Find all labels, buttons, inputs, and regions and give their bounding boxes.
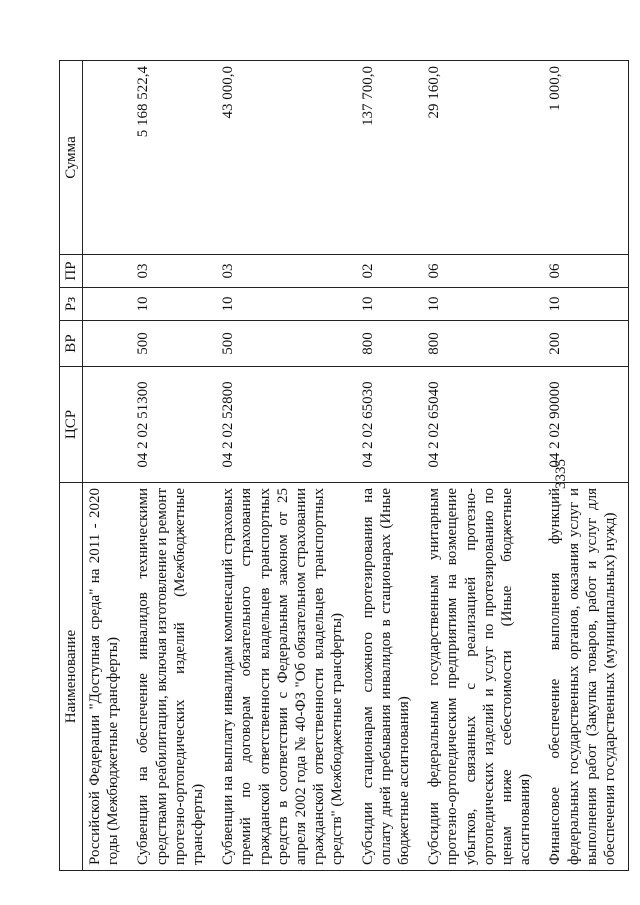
row-pr: 03 xyxy=(216,255,355,288)
table-row xyxy=(131,61,216,871)
header-csr: ЦСР xyxy=(60,367,83,483)
row-sum xyxy=(83,61,132,255)
row-vr: 500 xyxy=(216,321,355,367)
row-name: Субвенции на выплату инвалидам компенсаций страховых премий по договорам обязательного страхования гражданской ответственности владельцев транспортных средств в соответствии с Федеральным законом от 25 апреля 2002 года № 40-ФЗ "Об обязательном страховании гражданской ответственности владельцев транспортных средств" (Межбюджетные трансферты) xyxy=(216,483,355,871)
row-name: Субсидии стационарам сложного протезирования на оплату дней пребывания инвалидов в стационарах (Иные бюджетные ассигнования) xyxy=(356,483,423,871)
header-name: Наименование xyxy=(60,483,83,871)
row-csr: 04 2 02 65040 xyxy=(422,367,543,483)
row-sum: 43 000,0 xyxy=(216,61,355,255)
table-row xyxy=(422,61,543,871)
table-row xyxy=(83,61,132,871)
header-vr: ВР xyxy=(60,321,83,367)
row-pr xyxy=(83,255,132,288)
row-csr: 04 2 02 52800 xyxy=(216,367,355,483)
row-pr: 06 xyxy=(422,255,543,288)
row-csr: 04 2 02 51300 xyxy=(131,367,216,483)
row-rz xyxy=(83,288,132,321)
header-rz: Рз xyxy=(60,288,83,321)
row-rz: 10 xyxy=(543,288,628,321)
row-vr: 200 xyxy=(543,321,628,367)
row-sum: 5 168 522,4 xyxy=(131,61,216,255)
row-csr: 04 2 02 65030 xyxy=(356,367,423,483)
row-sum: 1 000,0 xyxy=(543,61,628,255)
row-sum: 29 160,0 xyxy=(422,61,543,255)
row-pr: 02 xyxy=(356,255,423,288)
row-pr: 03 xyxy=(131,255,216,288)
row-vr xyxy=(83,321,132,367)
header-pr: ПР xyxy=(60,255,83,288)
table-row xyxy=(216,61,355,871)
row-rz: 10 xyxy=(422,288,543,321)
page-number: 3335 xyxy=(553,459,569,489)
row-rz: 10 xyxy=(356,288,423,321)
row-name: Российской Федерации "Доступная среда" на 2011 - 2020 годы (Межбюджетные трансферты) xyxy=(83,483,132,871)
row-csr: 04 2 02 90000 xyxy=(543,367,628,483)
row-rz: 10 xyxy=(216,288,355,321)
row-name: Финансовое обеспечение выполнения функций федеральных государственных органов, оказания услуг и выполнения работ (Закупка товаров, работ и услуг для обеспечения государственных (муниципальных) нужд) xyxy=(543,483,628,871)
row-name: Субсидии федеральным государственным унитарным протезно-ортопедическим предприятиям на возмещение убытков, связанных с реализацией протезно-ортопедических изделий и услуг по протезированию по ценам ниже себестоимости (Иные бюджетные ассигнования) xyxy=(422,483,543,871)
row-vr: 800 xyxy=(422,321,543,367)
row-rz: 10 xyxy=(131,288,216,321)
budget-table xyxy=(59,60,629,871)
header-row xyxy=(60,61,83,871)
row-name: Субвенции на обеспечение инвалидов техническими средствами реабилитации, включая изготовление и ремонт протезно-ортопедических изделий (Межбюджетные трансферты) xyxy=(131,483,216,871)
row-pr: 06 xyxy=(543,255,628,288)
table-row xyxy=(543,61,628,871)
row-csr xyxy=(83,367,132,483)
row-vr: 500 xyxy=(131,321,216,367)
row-vr: 800 xyxy=(356,321,423,367)
table-row xyxy=(356,61,423,871)
row-sum: 137 700,0 xyxy=(356,61,423,255)
header-sum: Сумма xyxy=(60,61,83,255)
